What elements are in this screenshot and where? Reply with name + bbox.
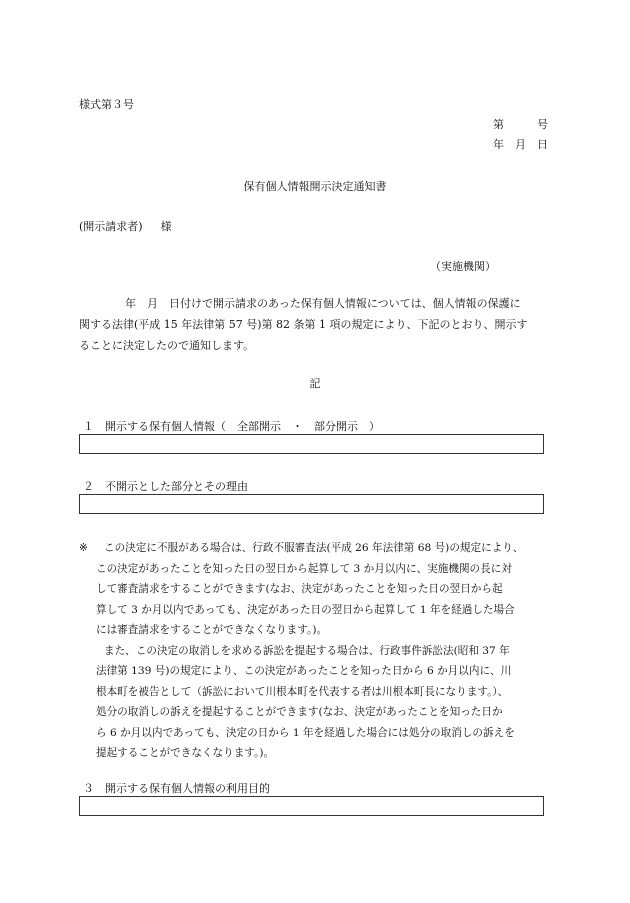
section2-field[interactable] bbox=[79, 494, 544, 514]
appeal-note bbox=[79, 538, 559, 764]
addressee bbox=[79, 218, 172, 234]
section1-title: １ 開示する保有個人情報（ 全部開示 ・ 部分開示 ） bbox=[83, 420, 380, 433]
issue-date: 年 月 日 bbox=[493, 138, 548, 151]
note-mark: ※ bbox=[79, 542, 88, 554]
note-line: 算して 3 か月以内であっても、決定があった日の翌日から起算して 1 年を経過した場合 bbox=[96, 603, 515, 616]
section2-title: ２ 不開示とした部分とその理由 bbox=[83, 480, 248, 493]
note-line: この決定に不服がある場合は、行政不服審査法(平成 26 年法律第 68 号)の規定により、 bbox=[104, 542, 524, 554]
addressee-honorific: 様 bbox=[160, 220, 172, 233]
form-number: 様式第３号 bbox=[79, 98, 134, 111]
note-line: 処分の取消しの訴えを提起することができます(なお、決定があったことを知った日か bbox=[96, 706, 503, 718]
intro-line: 年 月 日付けで開示請求のあった保有個人情報については、個人情報の保護に bbox=[125, 297, 521, 310]
note-line: して審査請求をすることができます(なお、決定があったことを知った日の翌日から起 bbox=[96, 583, 503, 595]
implementing-agency: （実施機関） bbox=[430, 260, 496, 273]
note-line: ら 6 か月以内であっても、決定の日から 1 年を経過した場合には処分の取消しの訴えを bbox=[96, 726, 515, 739]
ki-heading: 記 bbox=[309, 377, 321, 390]
intro-line: 関する法律(平成 15 年法律第 57 号)第 82 条第 1 項の規定により、下記のとおり、開示す bbox=[79, 318, 528, 331]
intro-line: ることに決定したので通知します。 bbox=[79, 339, 255, 352]
addressee-label: (開示請求者) bbox=[79, 220, 143, 233]
note-line: には審査請求をすることができなくなります。)。 bbox=[96, 624, 328, 636]
note-body bbox=[96, 538, 559, 764]
note-line: 提起することができなくなります。)。 bbox=[96, 747, 275, 759]
section1-field[interactable] bbox=[79, 434, 544, 454]
section3-title: ３ 開示する保有個人情報の利用目的 bbox=[83, 782, 270, 795]
note-line: また、この決定の取消しを求める訴訟を提起する場合は、行政事件訴訟法(昭和 37 年 bbox=[104, 644, 510, 657]
issue-number: 第 号 bbox=[493, 118, 548, 131]
document-title: 保有個人情報開示決定通知書 bbox=[243, 180, 387, 193]
intro-paragraph bbox=[79, 293, 557, 356]
section3-field[interactable] bbox=[79, 796, 544, 816]
note-line: 法律第 139 号)の規定により、この決定があったことを知った日から 6 か月以内に、川 bbox=[96, 665, 512, 677]
note-line: この決定があったことを知った日の翌日から起算して 3 か月以内に、実施機関の長に対 bbox=[96, 562, 512, 575]
note-line: 根本町を被告として（訴訟において川根本町を代表する者は川根本町長になります。）、 bbox=[96, 685, 509, 698]
